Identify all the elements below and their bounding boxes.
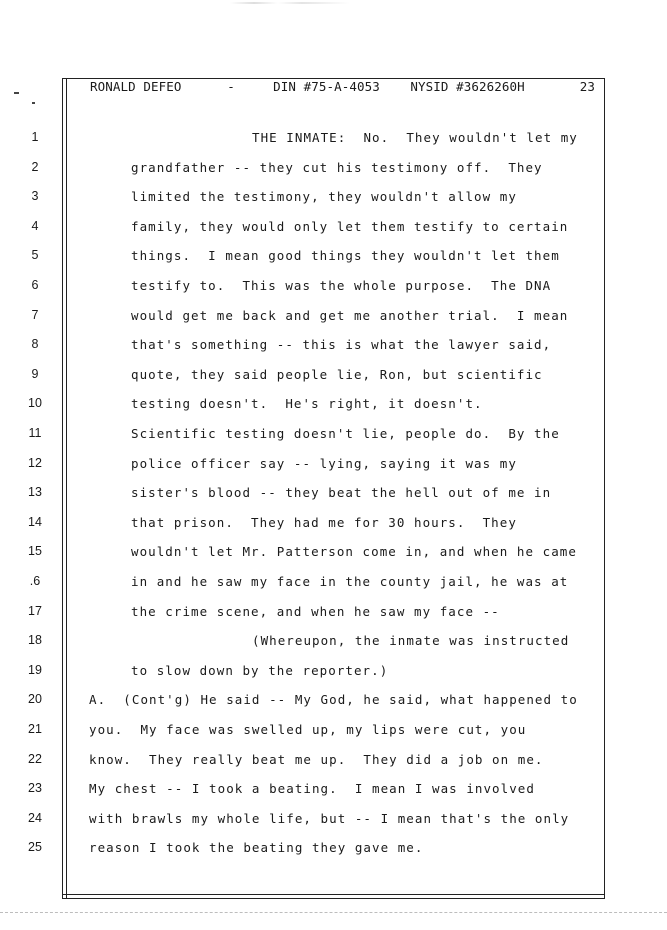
- transcript-line: you. My face was swelled up, my lips were cut, you: [89, 722, 527, 737]
- transcript-line: the crime scene, and when he saw my face --: [131, 603, 500, 619]
- transcript-line: with brawls my whole life, but -- I mean that's the only: [89, 810, 570, 826]
- transcript-line: police officer say -- lying, saying it was my: [131, 455, 517, 471]
- page-header: [90, 79, 595, 94]
- header-din: DIN #75-A-4053: [273, 79, 380, 94]
- line-number: 9: [31, 366, 39, 381]
- line-number: 11: [28, 426, 42, 440]
- right-border: [604, 78, 605, 898]
- bottom-border-outer: [62, 898, 605, 899]
- transcript-line: limited the testimony, they wouldn't allow my: [131, 189, 517, 205]
- scan-mark: [32, 102, 35, 104]
- line-number: 18: [28, 633, 42, 648]
- transcript-line: would get me back and get me another trial. I mean: [131, 307, 569, 323]
- transcript-line: that prison. They had me for 30 hours. They: [131, 514, 517, 530]
- line-number: 10: [28, 396, 42, 411]
- line-number: 22: [28, 751, 42, 766]
- transcript-line: wouldn't let Mr. Patterson come in, and when he came: [131, 544, 577, 560]
- line-number: 24: [28, 810, 42, 825]
- line-number: 14: [28, 514, 42, 529]
- scan-artifact: [230, 2, 350, 4]
- line-number: 13: [28, 485, 42, 500]
- transcript-line: reason I took the beating they gave me.: [89, 840, 424, 856]
- transcript-line: in and he saw my face in the county jail, he was at: [131, 574, 569, 589]
- line-number: 20: [28, 692, 42, 707]
- line-number: 4: [31, 218, 39, 233]
- line-number: 8: [31, 337, 39, 352]
- transcript-line: testify to. This was the whole purpose. The DNA: [131, 278, 552, 293]
- transcript-line: THE INMATE: No. They wouldn't let my: [252, 130, 578, 145]
- line-number: 12: [28, 455, 42, 470]
- line-number: 17: [28, 603, 42, 618]
- line-number: 5: [31, 248, 39, 263]
- transcript-line: know. They really beat me up. They did a job on me.: [89, 751, 544, 767]
- line-number: 23: [28, 781, 42, 796]
- transcript-line: quote, they said people lie, Ron, but scientific: [131, 366, 543, 382]
- line-number: 1: [31, 130, 39, 144]
- transcript-line: that's something -- this is what the lawyer said,: [131, 337, 552, 353]
- page-number: 23: [579, 79, 595, 94]
- transcript-line: things. I mean good things they wouldn't let them: [131, 248, 560, 264]
- scan-edge: [0, 912, 667, 913]
- line-number: 3: [31, 189, 39, 204]
- transcript-line: family, they would only let them testify to certain: [131, 218, 569, 234]
- left-border-outer: [62, 78, 63, 898]
- transcript-line: sister's blood -- they beat the hell out of me in: [131, 485, 552, 501]
- scan-mark: [14, 92, 19, 94]
- header-name: RONALD DEFEO: [90, 79, 182, 94]
- transcript-line: grandfather -- they cut his testimony off. They: [131, 159, 543, 175]
- transcript-line: (Whereupon, the inmate was instructed: [252, 633, 570, 649]
- header-separator: -: [227, 79, 235, 94]
- transcript-line: A. (Cont'g) He said -- My God, he said, what happened to: [89, 692, 578, 708]
- header-nysid: NYSID #3626260H: [410, 79, 525, 94]
- line-number: 15: [28, 544, 42, 559]
- transcript-line: to slow down by the reporter.): [131, 662, 389, 678]
- left-border-inner: [66, 78, 67, 898]
- transcript-line: My chest -- I took a beating. I mean I was involved: [89, 781, 535, 797]
- line-number: 6: [31, 278, 39, 292]
- line-number: 25: [28, 840, 42, 855]
- transcript-line: testing doesn't. He's right, it doesn't.: [131, 396, 483, 412]
- line-number: 7: [31, 307, 39, 322]
- line-number: 19: [28, 662, 42, 677]
- line-number: 2: [31, 159, 39, 174]
- transcript-line: Scientific testing doesn't lie, people do. By the: [131, 426, 560, 441]
- line-number: 21: [28, 722, 42, 736]
- line-number: .6: [29, 574, 41, 588]
- bottom-border-inner: [62, 894, 605, 895]
